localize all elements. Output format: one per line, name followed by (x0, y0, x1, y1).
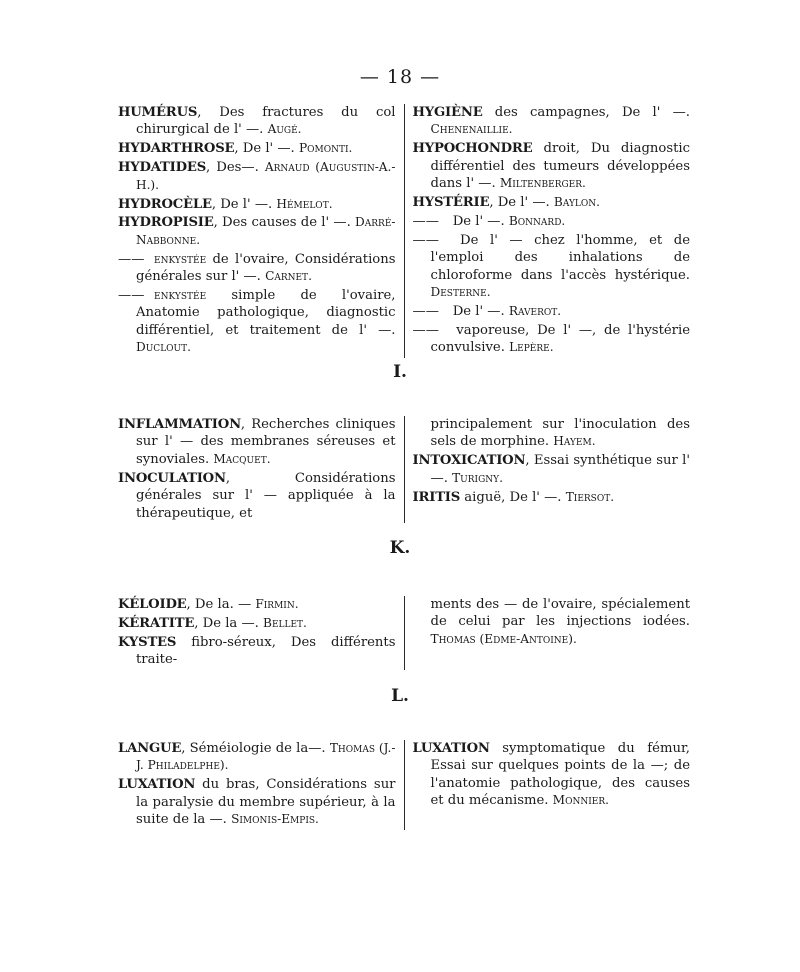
entry-text: De l' —. (448, 213, 509, 229)
entry-author: Pomonti. (298, 141, 353, 156)
entry-term: HUMÉRUS (118, 105, 198, 120)
entry-qualifier: enkystée (154, 288, 207, 303)
entry-text: , Des causes de l' —. (213, 215, 356, 231)
index-entry (118, 416, 396, 468)
entry-term: INOCULATION (118, 470, 226, 486)
entry-text: simple de l'ovaire, Anatomie pathologique, diagnostic différentiel, et traitement de l' —. (136, 288, 396, 338)
entry-author: Augé. (267, 122, 302, 137)
index-subentry (413, 213, 691, 230)
index-entry (118, 596, 396, 613)
left-column (118, 596, 404, 670)
entry-term: LANGUE (118, 741, 182, 756)
index-entry (118, 740, 396, 775)
entry-text: symptomatique du fémur, Essai sur quelques points de la —; de l'anatomie pathologique, des causes et du mécanisme. (430, 741, 690, 809)
index-entry (413, 194, 691, 211)
entry-term: HYPOCHONDRE (412, 141, 533, 157)
entry-author: Hayem. (553, 434, 596, 449)
entry-author: Carnet. (265, 269, 312, 284)
index-entry (118, 140, 396, 157)
letter-heading-k: K. (389, 538, 411, 558)
index-entry (118, 104, 396, 139)
entry-text: , De l' —. (489, 195, 554, 211)
entry-term: KÉRATITE (118, 615, 195, 631)
letter-heading-l: L. (391, 686, 409, 706)
index-entry (413, 740, 691, 810)
entry-term: KYSTES (118, 634, 177, 650)
entry-text: , Considérations générales sur l' — appliquée à la thérapeutique, et (136, 470, 396, 521)
index-entry (118, 615, 396, 632)
entry-author: Raverot. (508, 303, 562, 318)
entry-author: Monnier. (552, 793, 609, 808)
entry-text: aiguë, De l' —. (460, 489, 566, 505)
entry-dash: —— (412, 213, 439, 229)
entry-text: fibro-séreux, Des différents traite- (136, 634, 396, 668)
entry-dash: —— (118, 251, 145, 267)
entry-text: De l' — chez l'homme, et de l'emploi des inhalations de chloroforme dans l'accès hystérique. (430, 232, 690, 283)
section-l (118, 740, 690, 830)
page-number: — 18 — (359, 66, 441, 88)
entry-term: INFLAMMATION (118, 417, 241, 432)
entry-term: INTOXICATION (412, 453, 526, 469)
entry-dash: —— (118, 288, 145, 304)
entry-author: Simonis-Empis. (231, 812, 319, 827)
entry-text: , De la —. (194, 615, 264, 631)
entry-author: Chenenaillie. (430, 122, 513, 137)
entry-text: , De l' —. (234, 141, 299, 157)
index-entry (413, 104, 691, 139)
entry-author: Firmin. (255, 597, 299, 611)
entry-text: , Des—. (206, 160, 265, 176)
entry-author: Tiersot. (565, 489, 615, 504)
entry-author: Arnaud (Augustin-A.-H.). (136, 160, 396, 192)
right-column (405, 104, 691, 358)
entry-term: LUXATION (118, 777, 196, 793)
index-entry (118, 634, 396, 669)
section-k (118, 596, 690, 670)
index-entry (118, 214, 396, 249)
entry-text: ments des — de l'ovaire, spécialement de celui par les injections iodées. (430, 597, 690, 630)
entry-author: Hémelot. (276, 196, 333, 211)
entry-term: IRITIS (412, 489, 461, 505)
index-entry (118, 470, 396, 522)
entry-text: , Recherches cliniques sur l' — des membranes séreuses et synoviales. (136, 417, 396, 467)
index-entry (413, 140, 691, 192)
entry-text: , Essai synthétique sur l' —. (430, 453, 690, 486)
entry-text: de l'ovaire, Considérations générales sur l' —. (136, 251, 396, 285)
entry-author: Thomas (J.-J. Philadelphe). (136, 741, 396, 773)
index-entry (413, 489, 691, 506)
index-entry (118, 159, 396, 194)
entry-term: HYGIÈNE (412, 105, 483, 120)
entry-term: HYDATIDES (118, 160, 207, 176)
index-subentry (413, 322, 691, 357)
entry-author: Duclout. (136, 340, 191, 355)
index-subentry (118, 287, 396, 357)
index-subentry (413, 303, 691, 320)
section-i (118, 416, 690, 523)
left-column (118, 740, 404, 830)
entry-author: Bonnard. (508, 213, 566, 228)
entry-dash: —— (412, 303, 439, 319)
entry-author: Miltenberger. (499, 176, 586, 191)
entry-author: Lepère. (509, 340, 554, 355)
entry-text: vaporeuse, De l' —, de l'hystérie convulsive. (430, 322, 690, 356)
left-column (118, 104, 404, 358)
entry-text: , De l' —. (211, 196, 277, 212)
index-entry (413, 416, 691, 451)
entry-term: HYDROCÈLE (118, 196, 212, 212)
entry-term: HYDROPISIE (118, 215, 214, 231)
entry-term: LUXATION (412, 741, 490, 756)
entry-text: , De la. — (186, 597, 256, 612)
entry-qualifier: enkystée (154, 251, 207, 266)
letter-heading-i: I. (393, 362, 407, 382)
index-entry (413, 452, 691, 487)
right-column (405, 740, 691, 830)
entry-text: droit, Du diagnostic différentiel des tumeurs développées dans l' —. (430, 141, 690, 192)
index-subentry (413, 232, 691, 302)
entry-text: principalement sur l'inoculation des sels de morphine. (430, 417, 690, 450)
index-entry (118, 776, 396, 828)
entry-author: Turigny. (452, 470, 503, 485)
entry-author: Bellet. (263, 615, 307, 630)
entry-dash: —— (412, 322, 439, 338)
right-column (405, 596, 691, 670)
entry-text: des campagnes, De l' —. (482, 105, 690, 120)
entry-dash: —— (412, 232, 439, 248)
entry-text: , Séméiologie de la—. (181, 741, 330, 756)
entry-author: Thomas (Edme-Antoine). (430, 631, 577, 646)
entry-author: Baylon. (553, 195, 600, 210)
right-column (405, 416, 691, 523)
entry-author: Darré-Nabbonne. (136, 215, 396, 247)
entry-author: Macquet. (213, 451, 271, 466)
index-subentry (118, 251, 396, 286)
entry-author: Desterne. (430, 285, 491, 300)
entry-term: HYDARTHROSE (118, 141, 235, 157)
entry-text: De l' —. (448, 303, 509, 319)
entry-term: HYSTÉRIE (412, 195, 490, 211)
index-entry (413, 596, 691, 648)
section-h (118, 104, 690, 358)
entry-term: KÉLOIDE (118, 597, 187, 612)
entry-text: du bras, Considérations sur la paralysie du membre supérieur, à la suite de la —. (136, 777, 396, 828)
entry-text: , Des fractures du col chirurgical de l' —. (136, 105, 396, 138)
left-column (118, 416, 404, 523)
index-entry (118, 196, 396, 213)
